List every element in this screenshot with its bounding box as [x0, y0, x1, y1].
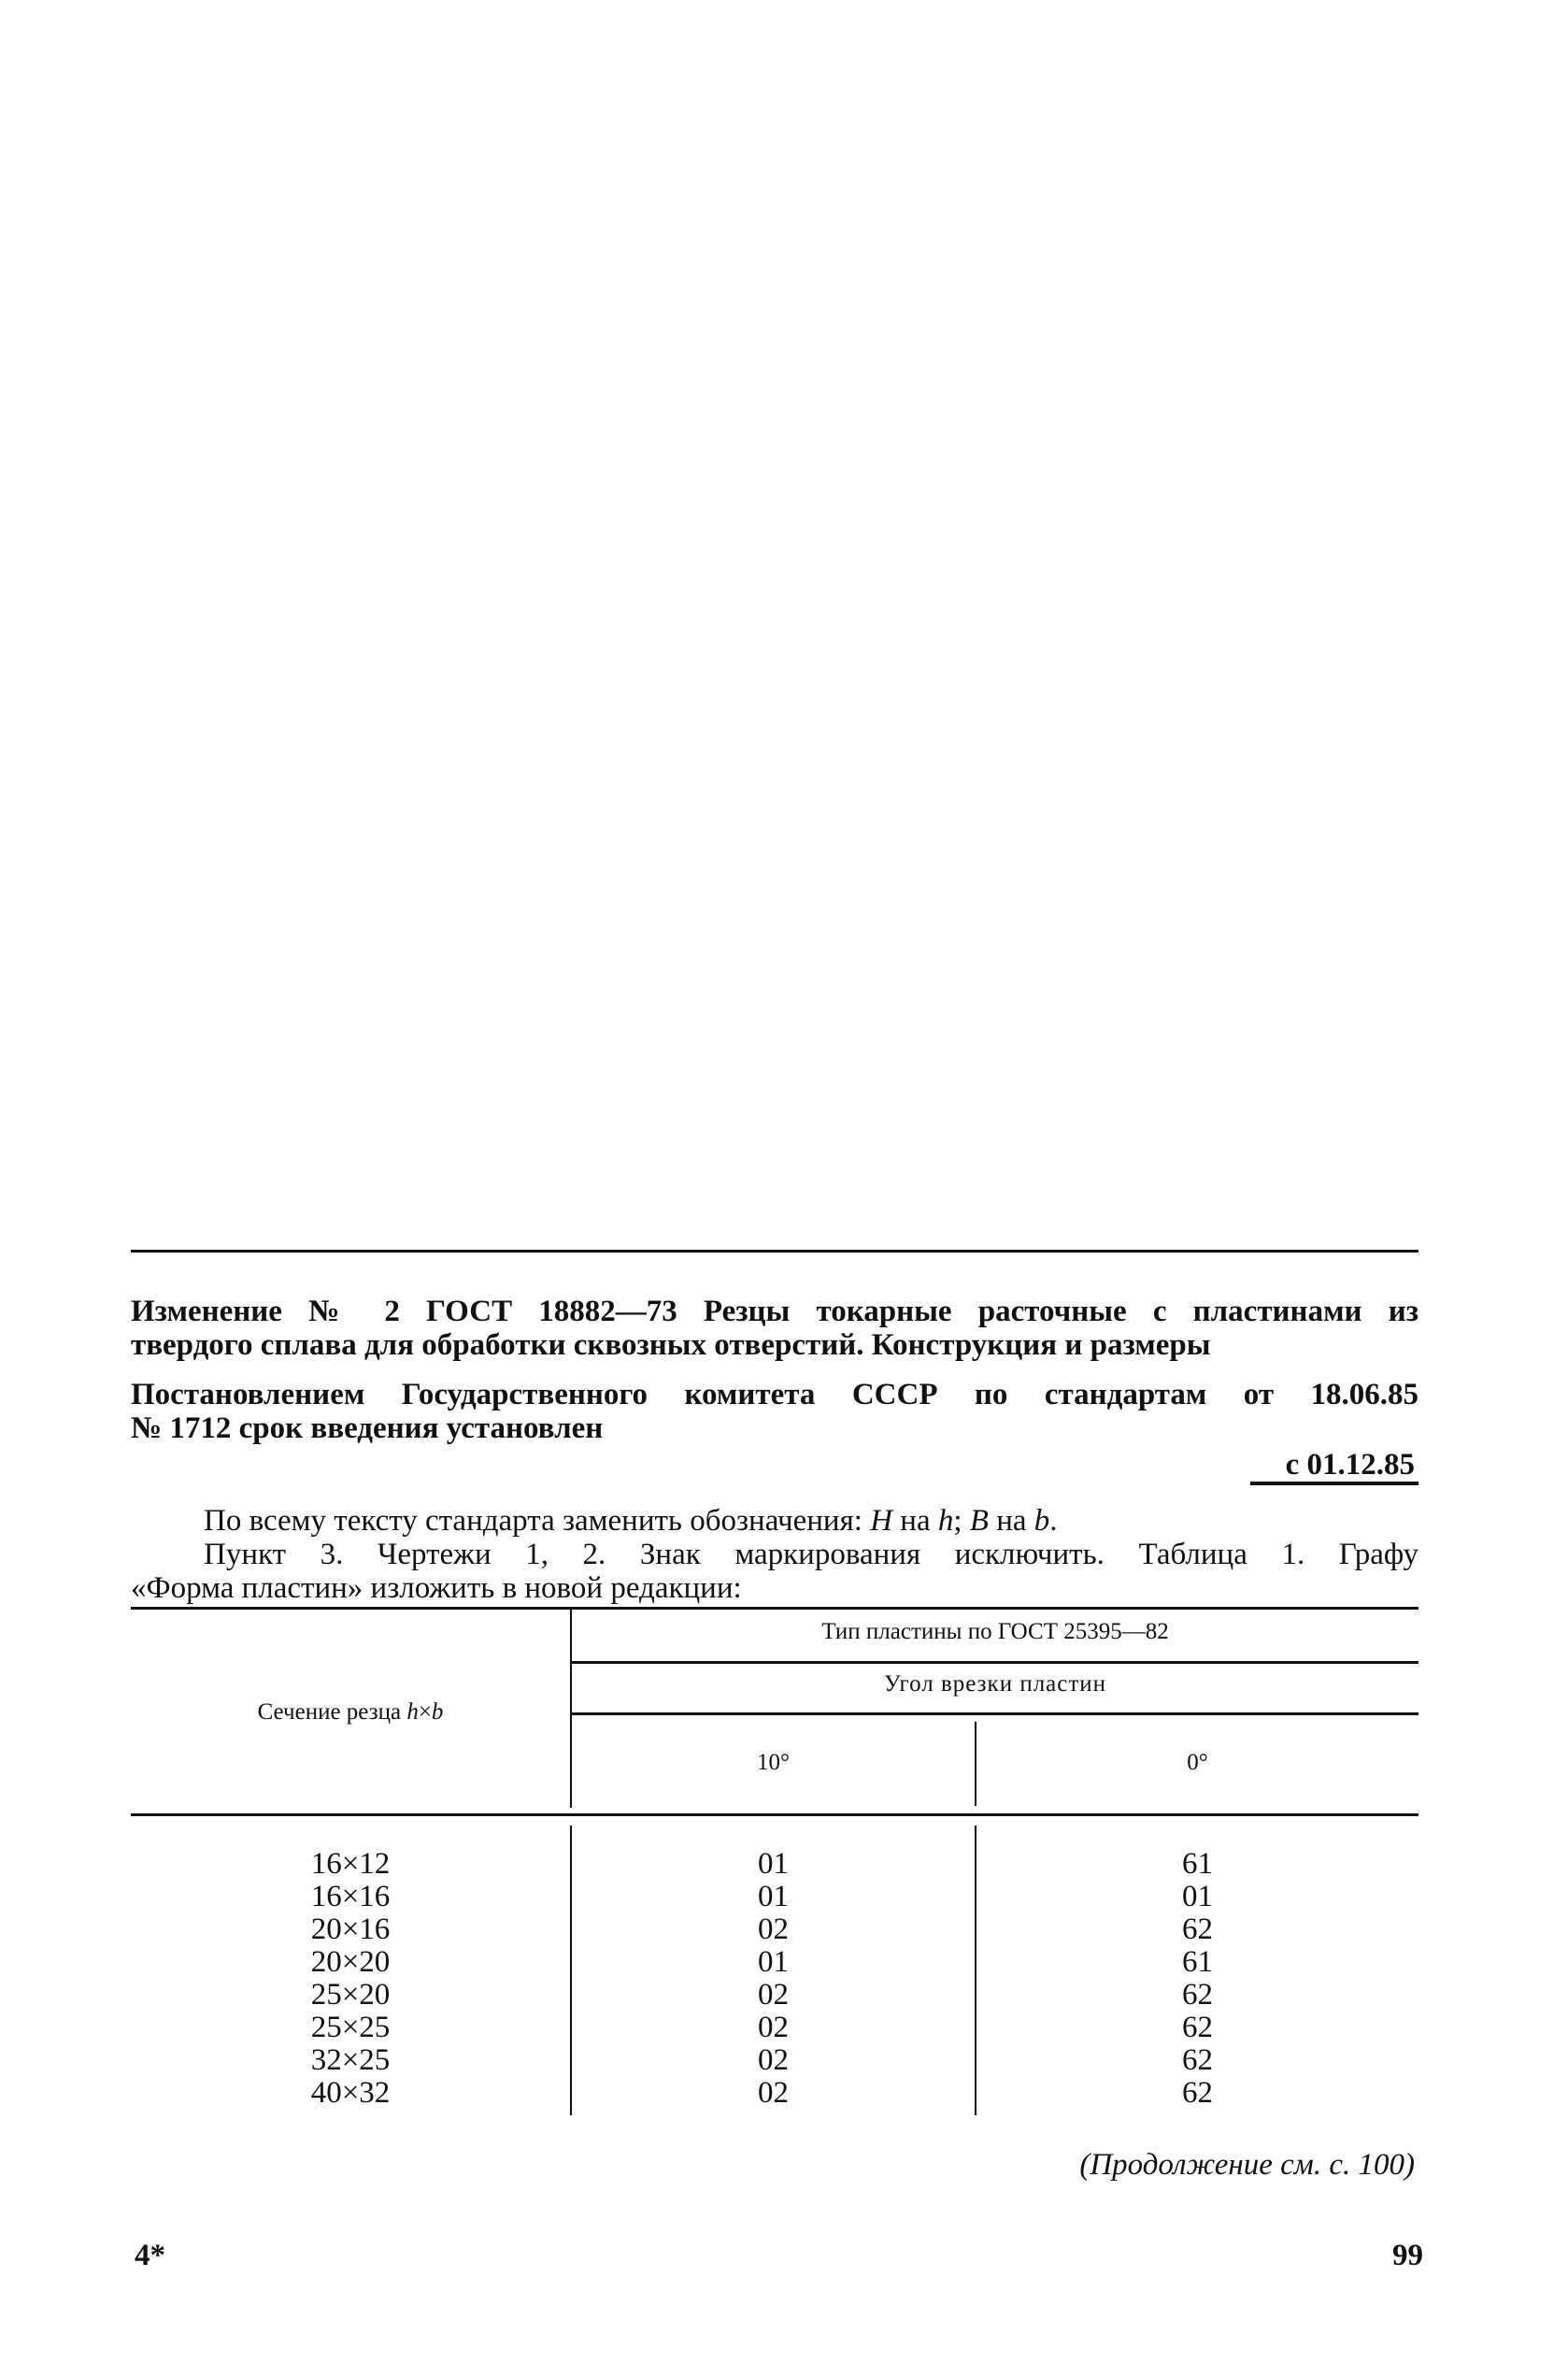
heading-line-4: № 1712 срок введения установлен: [131, 1411, 604, 1445]
signature-mark: 4*: [135, 2239, 165, 2272]
body-line-1: По всему тексту стандарта заменить обозначения: H на h; B на b.: [204, 1504, 1058, 1538]
table-cell: 62: [1182, 2043, 1213, 2077]
effective-date: с 01.12.85: [1285, 1448, 1415, 1482]
top-rule: [131, 1250, 1418, 1253]
subgroup-header-underline: [572, 1712, 1418, 1715]
column-0deg-values: [976, 1848, 1418, 2110]
table-cell: 62: [1182, 2011, 1213, 2044]
column-section-values: [131, 1848, 570, 2110]
table-cell: 62: [1182, 1978, 1213, 2012]
table-cell: 20×20: [310, 1945, 391, 1979]
table-cell: 02: [758, 2011, 789, 2044]
column-header-section: Сечение резца h×b: [257, 1699, 444, 1725]
table-cell: 02: [758, 2043, 789, 2077]
column-subgroup-header-angle: Угол врезки пластин: [883, 1671, 1107, 1697]
table-cell: 32×25: [310, 2043, 391, 2077]
table-cell: 62: [1182, 2076, 1213, 2110]
table-cell: 02: [758, 1978, 789, 2012]
column-header-0deg: 0°: [1187, 1750, 1208, 1775]
date-underline: [1250, 1482, 1418, 1485]
heading-line-3: Постановлением Государственного комитета СССР по стандартам от 18.06.85: [131, 1378, 1418, 1411]
heading-line-2: твердого сплава для обработки сквозных отверстий. Конструкция и размеры: [131, 1328, 1211, 1362]
table-cell: 01: [758, 1880, 789, 1913]
body-line-3: «Форма пластин» изложить в новой редакции:: [131, 1571, 742, 1605]
table-cell: 61: [1182, 1847, 1213, 1881]
continuation-note: (Продолжение см. с. 100): [1079, 2148, 1415, 2182]
table-cell: 25×20: [310, 1978, 391, 2012]
table-cell: 02: [758, 2076, 789, 2110]
column-10deg-values: [572, 1848, 975, 2110]
amendment-heading: [131, 1295, 1418, 1362]
column-header-10deg: 10°: [757, 1750, 790, 1775]
table-cell: 40×32: [310, 2076, 391, 2110]
table-cell: 02: [758, 1912, 789, 1946]
table-cell: 16×16: [310, 1880, 391, 1913]
page-number: 99: [1392, 2239, 1423, 2272]
table-cell: 20×16: [310, 1912, 391, 1946]
heading-line-1: Изменение № 2 ГОСТ 18882—73 Резцы токарные расточные с пластинами из: [131, 1295, 1418, 1328]
table-cell: 01: [1182, 1880, 1213, 1913]
body-text: [131, 1504, 1418, 1605]
table-header-bottom-rule: [131, 1813, 1418, 1816]
table-top-rule: [131, 1607, 1418, 1610]
table-cell: 01: [758, 1847, 789, 1881]
table-cell: 01: [758, 1945, 789, 1979]
resolution-heading: [131, 1378, 1418, 1445]
table-cell: 25×25: [310, 2011, 391, 2044]
group-header-underline: [572, 1661, 1418, 1664]
column-group-header-plate-type: Тип пластины по ГОСТ 25395—82: [821, 1619, 1169, 1644]
table-cell: 61: [1182, 1945, 1213, 1979]
body-line-2: Пункт 3. Чертежи 1, 2. Знак маркирования исключить. Таблица 1. Графу: [204, 1538, 1418, 1571]
table-cell: 16×12: [310, 1847, 391, 1881]
table-cell: 62: [1182, 1912, 1213, 1946]
